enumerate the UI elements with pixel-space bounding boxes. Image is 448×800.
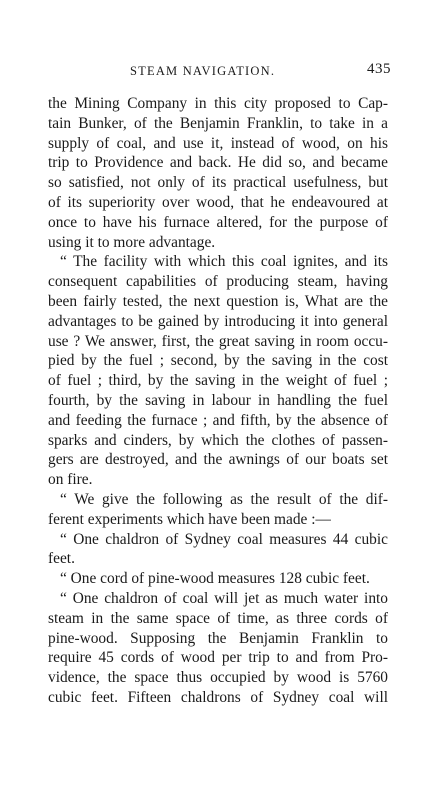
text-line: gers are destroyed, and the awnings of our boats set <box>48 451 388 469</box>
text-line: use ? We answer, first, the great saving in room occu- <box>48 332 388 350</box>
text-line: advantages to be gained by introducing it into general <box>48 312 388 330</box>
body-text <box>48 94 388 708</box>
text-line: cubic feet. Fifteen chaldrons of Sydney coal will <box>48 688 388 706</box>
text-line: on fire. <box>48 471 93 489</box>
text-line: steam in the same space of time, as three cords of <box>48 609 388 627</box>
text-line: feet. <box>48 550 75 568</box>
text-line: trip to Providence and back. He did so, and became <box>48 154 388 172</box>
text-line: “ One chaldron of coal will jet as much water into <box>60 589 388 607</box>
text-line: “ One cord of pine-wood measures 128 cubic feet. <box>60 570 370 588</box>
text-line: “ We give the following as the result of the dif- <box>60 490 388 508</box>
text-line: “ One chaldron of Sydney coal measures 44 cubic <box>60 530 388 548</box>
text-line: fourth, by the saving in labour in handling the fuel <box>48 391 388 409</box>
text-line: supply of coal, and use it, instead of wood, on his <box>48 134 388 152</box>
text-line: ferent experiments which have been made :— <box>48 510 331 528</box>
running-title: STEAM NAVIGATION. <box>130 64 276 78</box>
text-line: pine-wood. Supposing the Benjamin Franklin to <box>48 629 388 647</box>
text-line: “ The facility with which this coal ignites, and its <box>60 253 388 271</box>
text-line: require 45 cords of wood per trip to and from Pro- <box>48 649 388 667</box>
text-line: once to have his furnace altered, for the purpose of <box>48 213 388 231</box>
text-line: pied by the fuel ; second, by the saving in the cost <box>48 352 388 370</box>
text-line: so satisfied, not only of its practical usefulness, but <box>48 174 388 192</box>
text-line: vidence, the space thus occupied by wood is 5760 <box>48 669 388 687</box>
text-line: of fuel ; third, by the saving in the weight of fuel ; <box>48 372 388 390</box>
text-line: using it to more advantage. <box>48 233 216 251</box>
text-line: tain Bunker, of the Benjamin Franklin, to take in a <box>48 114 388 132</box>
text-line: consequent capabilities of producing steam, having <box>48 273 388 291</box>
page-number: 435 <box>367 61 391 77</box>
text-line: been fairly tested, the next question is, What are the <box>48 292 388 310</box>
text-line: and feeding the furnace ; and fifth, by the absence of <box>48 411 388 429</box>
text-line: the Mining Company in this city proposed to Cap- <box>48 95 388 112</box>
text-line: sparks and cinders, by which the clothes of passen- <box>48 431 388 449</box>
text-line: of its superiority over wood, that he endeavoured at <box>48 193 388 211</box>
